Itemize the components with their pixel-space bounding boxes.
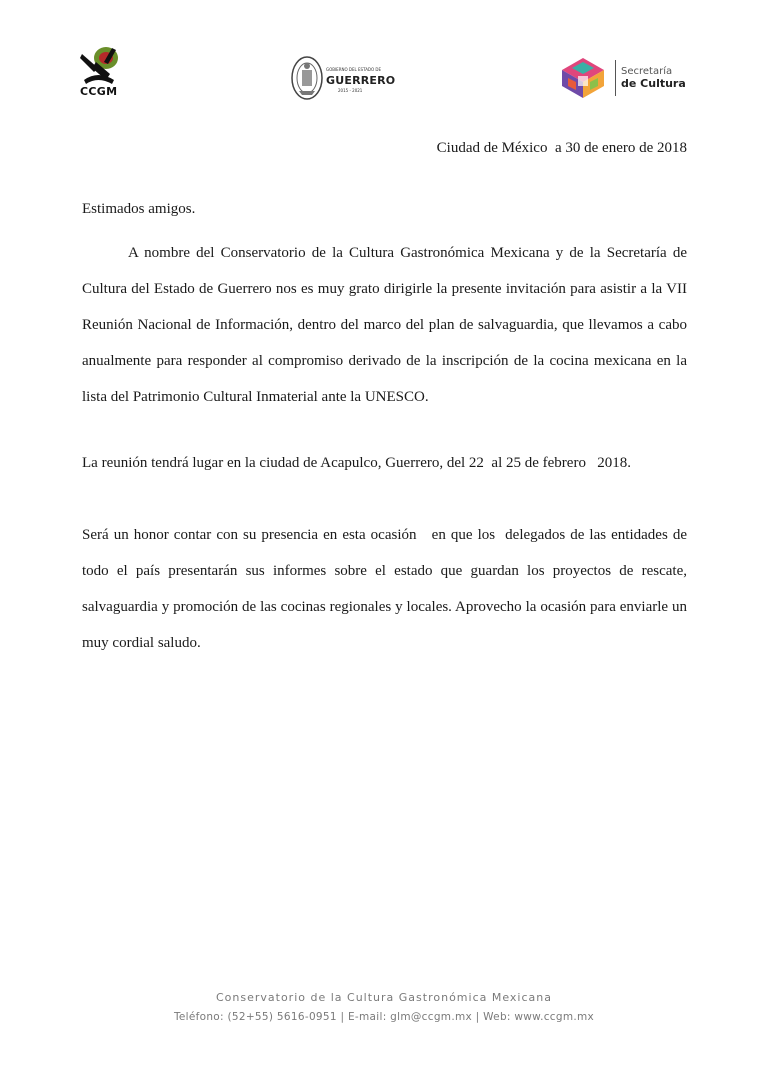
- cultura-mosaic-icon: [560, 56, 606, 100]
- footer-contact: Teléfono: (52+55) 5616-0951 | E-mail: glm@ccgm.mx | Web: www.ccgm.mx: [173, 1011, 595, 1023]
- cultura-logo-line2: de Cultura: [621, 77, 686, 90]
- ccgm-logo: [76, 44, 126, 102]
- letter-date: Ciudad de México a 30 de enero de 2018: [436, 140, 687, 156]
- guerrero-logo-years: 2015 - 2021: [338, 88, 363, 93]
- letter-paragraph-2: La reunión tendrá lugar en la ciudad de Acapulco, Guerrero, del 22 al 25 de febrero 2018.: [82, 455, 631, 471]
- guerrero-logo-caption: GOBIERNO DEL ESTADO DE: [326, 67, 382, 72]
- guerrero-logo: [290, 55, 396, 101]
- ccgm-logo-text: CCGM: [80, 85, 118, 98]
- footer-organization: Conservatorio de la Cultura Gastronómica Mexicana: [215, 991, 552, 1004]
- letter-greeting: Estimados amigos.: [82, 201, 196, 217]
- secretaria-cultura-logo: [558, 54, 698, 102]
- letter-body: [82, 191, 695, 661]
- letter-paragraph-3: Será un honor contar con su presencia en esta ocasión en que los delegados de las entidades de todo el país presentarán sus informes sobre el estado que guardan los proyectos de rescate, salvaguardia y promoción de las cocinas regionales y locales. Aprovecho la ocasión para enviarle un muy cordial saludo.: [82, 527, 695, 651]
- letterhead: [0, 0, 768, 110]
- cultura-logo-line1: Secretaría: [621, 66, 673, 77]
- ccgm-emblem-icon: [76, 44, 126, 86]
- letter-paragraph-1: A nombre del Conservatorio de la Cultura Gastronómica Mexicana y de la Secretaría de Cultura del Estado de Guerrero nos es muy grato dirigirle la presente invitación para asistir a la VII Reunión Nacional de Información, dentro del marco del plan de salvaguardia, que llevamos a cabo anualmente para responder al compromiso derivado de la inscripción de la cocina mexicana en la lista del Patrimonio Cultural Inmaterial ante la UNESCO.: [82, 245, 687, 405]
- guerrero-seal-icon: [290, 55, 324, 101]
- logo-divider: [615, 60, 616, 96]
- guerrero-logo-title: GUERRERO: [326, 74, 396, 87]
